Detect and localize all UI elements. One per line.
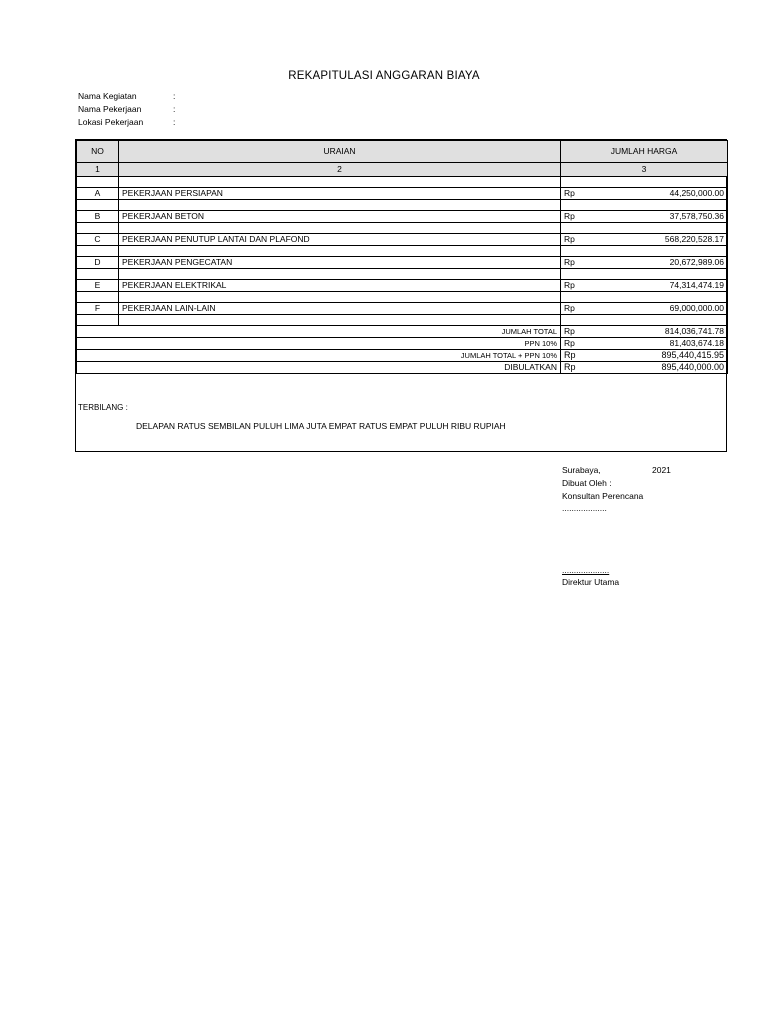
- row-no: E: [77, 280, 119, 292]
- table-row-spacer: [77, 246, 728, 257]
- table-header-row: [77, 141, 728, 163]
- row-amount: 44,250,000.00: [591, 188, 728, 200]
- meta-nama-pekerjaan: [78, 104, 175, 114]
- table-row-spacer: [77, 223, 728, 234]
- summary-currency: Rp: [561, 326, 591, 338]
- colnum-jumlah: 3: [561, 163, 728, 177]
- meta-label: Nama Pekerjaan: [78, 104, 142, 114]
- row-amount: 20,672,989.06: [591, 257, 728, 269]
- row-currency: Rp: [561, 257, 591, 269]
- row-uraian: PEKERJAAN PERSIAPAN: [119, 188, 561, 200]
- row-no: D: [77, 257, 119, 269]
- colnum-uraian: 2: [119, 163, 561, 177]
- meta-sep: :: [173, 117, 176, 127]
- row-currency: Rp: [561, 280, 591, 292]
- header-uraian: URAIAN: [119, 141, 561, 163]
- summary-amount: 81,403,674.18: [591, 338, 728, 350]
- summary-amount: 895,440,415.95: [591, 350, 728, 362]
- meta-label: Nama Kegiatan: [78, 91, 137, 101]
- table-row-spacer: [77, 177, 728, 188]
- table-row: [77, 257, 728, 269]
- row-amount: 74,314,474.19: [591, 280, 728, 292]
- row-uraian: PEKERJAAN BETON: [119, 211, 561, 223]
- signature-city: Surabaya,: [562, 465, 601, 475]
- summary-row-dibulatkan: [77, 362, 728, 374]
- row-uraian: PEKERJAAN LAIN-LAIN: [119, 303, 561, 315]
- column-number-row: [77, 163, 728, 177]
- meta-lokasi-pekerjaan: [78, 117, 175, 127]
- table-row-spacer: [77, 269, 728, 280]
- budget-table: [76, 140, 728, 374]
- colnum-no: 1: [77, 163, 119, 177]
- signature-dots: ...................: [562, 503, 607, 513]
- summary-row-jumlah-total: [77, 326, 728, 338]
- table-row: [77, 211, 728, 223]
- row-uraian: PEKERJAAN PENGECATAN: [119, 257, 561, 269]
- table-row-spacer: [77, 315, 728, 326]
- table-row: [77, 303, 728, 315]
- summary-currency: Rp: [561, 362, 591, 374]
- signature-year: 2021: [652, 465, 671, 475]
- row-uraian: PEKERJAAN PENUTUP LANTAI DAN PLAFOND: [119, 234, 561, 246]
- table-row-spacer: [77, 292, 728, 303]
- row-no: F: [77, 303, 119, 315]
- meta-nama-kegiatan: [78, 91, 175, 101]
- signature-position: Direktur Utama: [562, 577, 620, 587]
- table-row: [77, 280, 728, 292]
- summary-currency: Rp: [561, 338, 591, 350]
- row-currency: Rp: [561, 234, 591, 246]
- meta-sep: :: [173, 91, 176, 101]
- summary-label: PPN 10%: [77, 338, 561, 350]
- row-currency: Rp: [561, 211, 591, 223]
- table-row-spacer: [77, 200, 728, 211]
- signature-made-by: Dibuat Oleh :: [562, 478, 612, 488]
- header-no: NO: [77, 141, 119, 163]
- meta-sep: :: [173, 104, 176, 114]
- row-amount: 568,220,528.17: [591, 234, 728, 246]
- terbilang-text: DELAPAN RATUS SEMBILAN PULUH LIMA JUTA EMPAT RATUS EMPAT PULUH RIBU RUPIAH: [136, 421, 506, 431]
- signature-org: Konsultan Perencana: [562, 491, 644, 501]
- summary-row-ppn: [77, 338, 728, 350]
- summary-amount: 814,036,741.78: [591, 326, 728, 338]
- meta-label: Lokasi Pekerjaan: [78, 117, 144, 127]
- summary-currency: Rp: [561, 350, 591, 362]
- row-uraian: PEKERJAAN ELEKTRIKAL: [119, 280, 561, 292]
- row-no: A: [77, 188, 119, 200]
- summary-row-total-ppn: [77, 350, 728, 362]
- summary-label: JUMLAH TOTAL: [77, 326, 561, 338]
- row-currency: Rp: [561, 303, 591, 315]
- row-currency: Rp: [561, 188, 591, 200]
- summary-label: DIBULATKAN: [77, 362, 561, 374]
- header-jumlah-harga: JUMLAH HARGA: [561, 141, 728, 163]
- signature-name-line: ....................: [562, 565, 610, 575]
- table-row: [77, 188, 728, 200]
- table-row: [77, 234, 728, 246]
- terbilang-label: TERBILANG :: [78, 403, 128, 412]
- summary-label: JUMLAH TOTAL + PPN 10%: [77, 350, 561, 362]
- row-no: B: [77, 211, 119, 223]
- summary-amount: 895,440,000.00: [591, 362, 728, 374]
- row-amount: 37,578,750.36: [591, 211, 728, 223]
- page-title: REKAPITULASI ANGGARAN BIAYA: [288, 70, 480, 82]
- row-amount: 69,000,000.00: [591, 303, 728, 315]
- row-no: C: [77, 234, 119, 246]
